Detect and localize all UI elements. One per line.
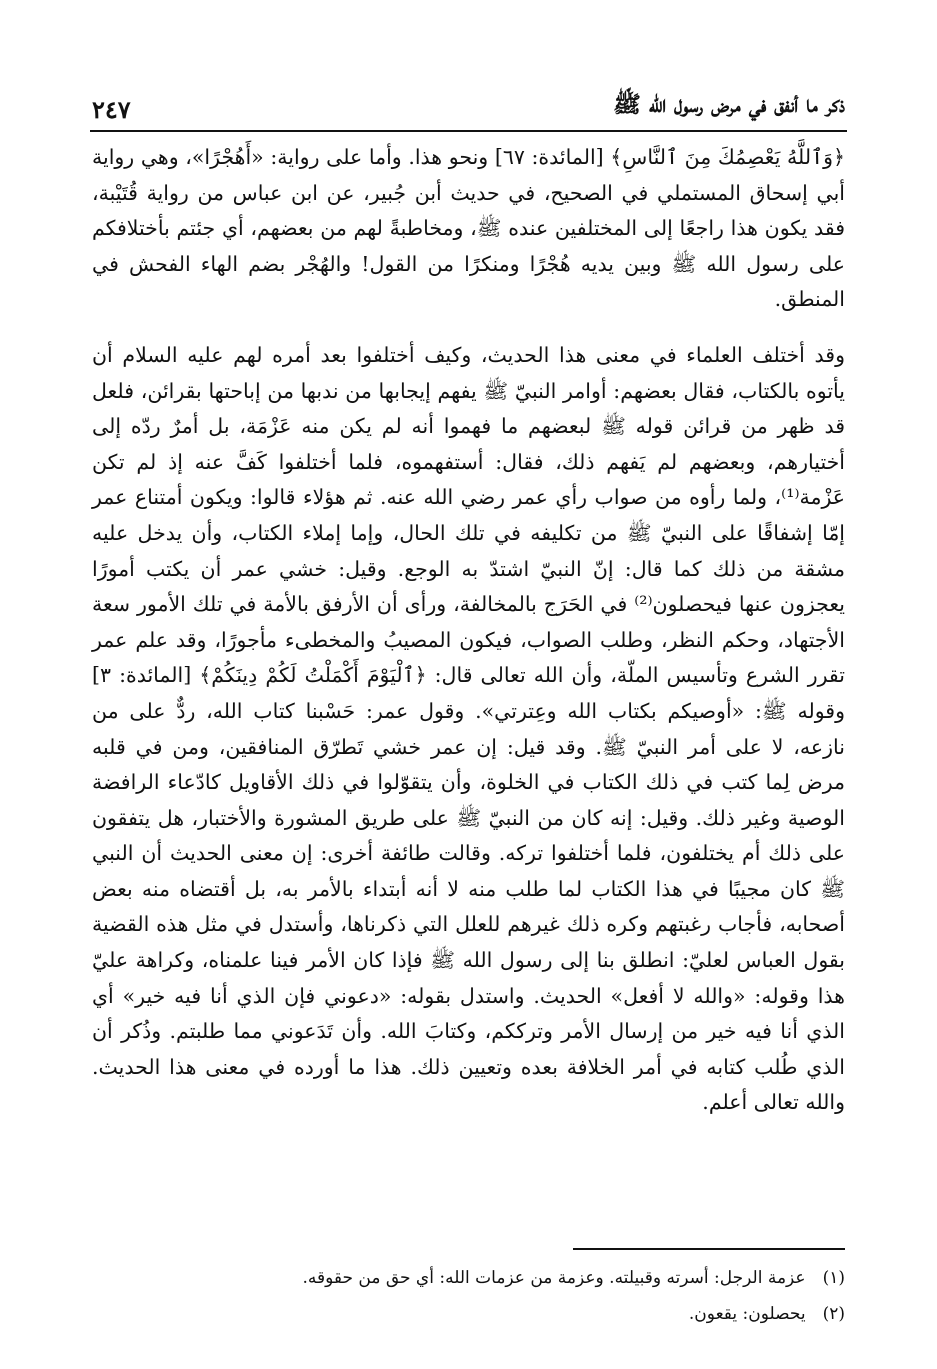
page-number: ٢٤٧ [92,95,131,124]
footnote-text: يحصلون: يقعون. [688,1304,806,1324]
footnote-number: (٢) [822,1304,845,1324]
paragraph-1: ﴿وَٱللَّهُ يَعْصِمُكَ مِنَ ٱلنَّاسِ﴾ [المائدة: ٦٧] ونحو هذا. وأما على رواية: «أَهُجْرًا»، وهي رواية أبي إسحاق المستملي في الصحيح، في حديث أبن جُبير، عن ابن عباس من رواية قُتَيْبة، فقد يكون هذا راجعًا إلى المختلفين عنده ﷺ، ومخاطبةً لهم من بعضهم، أي جئتم بأختلافكم على رسول الله ﷺ وبين يديه هُجْرًا ومنكرًا من القول! والهُجْر بضم الهاء الفحش في المنطق. [92,145,845,312]
paragraph-2: وقد أختلف العلماء في معنى هذا الحديث، وكيف أختلفوا بعد أمره لهم عليه السلام أن يأتوه بالكتاب، فقال بعضهم: أوامر النبيّ ﷺ يفهم إيجابها من ندبها من إباحتها بقرائن، فلعل قد ظهر من قرائن قوله ﷺ لبعضهم ما فهموا أنه لم يكن منه عَزْمَة، بل أمرٌ ردّه إلى أختيارهم، وبعضهم لم يَفهم ذلك، فقال: أستفهموه، فلما أختلفوا كَفَّ عنه إذ لم تكن عَزْمة⁽¹⁾، ولما رأوه من صواب رأي عمر رضي الله عنه. ثم هؤلاء قالوا: ويكون أمتناع عمر إمّا إشفاقًا على النبيّ ﷺ من تكليفه في تلك الحال، وإما إملاء الكتاب، وأن يدخل عليه مشقة من ذلك كما قال: إنّ النبيّ اشتدّ به الوجع. وقيل: خشي عمر أن يكتب أمورًا يعجزون عنها فيحصلون⁽²⁾ في الحَرَج بالمخالفة، ورأى أن الأرفق بالأمة في تلك الأمور سعة الأجتهاد، وحكم النظر، وطلب الصواب، فيكون المصيبُ والمخطىء مأجورًا، وقد علم عمر تقرر الشرع وتأسيس الملّة، وأن الله تعالى قال: ﴿ٱلْيَوْمَ أَكْمَلْتُ لَكُمْ دِينَكُمْ﴾ [المائدة: ٣] وقوله ﷺ: «أوصيكم بكتاب الله وعِترتي». وقول عمر: حَسْبنا كتاب الله، ردٌّ على من نازعه، لا على أمر النبيّ ﷺ. وقد قيل: إن عمر خشي تَطرّق المنافقين، ومن في قلبه مرض لِما كتب في ذلك الكتاب في الخلوة، وأن يتقوّلوا في ذلك الأقاويل كادّعاء الرافضة الوصية وغير ذلك. وقيل: إنه كان من النبيّ ﷺ على طريق المشورة والأختبار، هل يتفقون على ذلك أم يختلفون، فلما أختلفوا تركه. وقالت طائفة أخرى: إن معنى الحديث أن النبي ﷺ كان مجيبًا في هذا الكتاب لما طلب منه لا أنه أبتداء بالأمر به، بل أقتضاه منه بعض أصحابه، فأجاب رغبتهم وكره ذلك غيرهم للعلل التي ذكرناها، وأستدل في مثل هذه القضية بقول العباس لعليّ: انطلق بنا إلى رسول الله ﷺ فإذا كان الأمر فينا علمناه، وكراهة عليّ هذا وقوله: «والله لا أفعل» الحديث. واستدل بقوله: «دعوني فإن الذي أنا فيه خير» أي الذي أنا فيه خير من إرسال الأمر وترككم، وكتابَ الله. وأن تَدَعوني مما طلبتم. وذُكر أن الذي طُلب كتابه في أمر الخلافة بعده وتعيين ذلك. هذا ما أورده في معنى هذا الحديث. والله تعالى أعلم. [92,342,846,1115]
footnote-divider [573,1248,845,1250]
header-title: ذكر ما أنفق في مرض رسول الله ﷺ [613,91,845,118]
footnote-text: عزمة الرجل: أسرته وقبيلته. وعزمة من عزمات الله: أي حق من حقوقه. [302,1268,806,1288]
footnotes [92,1260,845,1332]
header-divider [90,130,847,132]
footnote-2 [92,1296,845,1332]
footnote-1 [92,1260,845,1296]
running-header [92,84,845,124]
main-text [92,140,845,1121]
footnote-number: (١) [822,1268,845,1288]
